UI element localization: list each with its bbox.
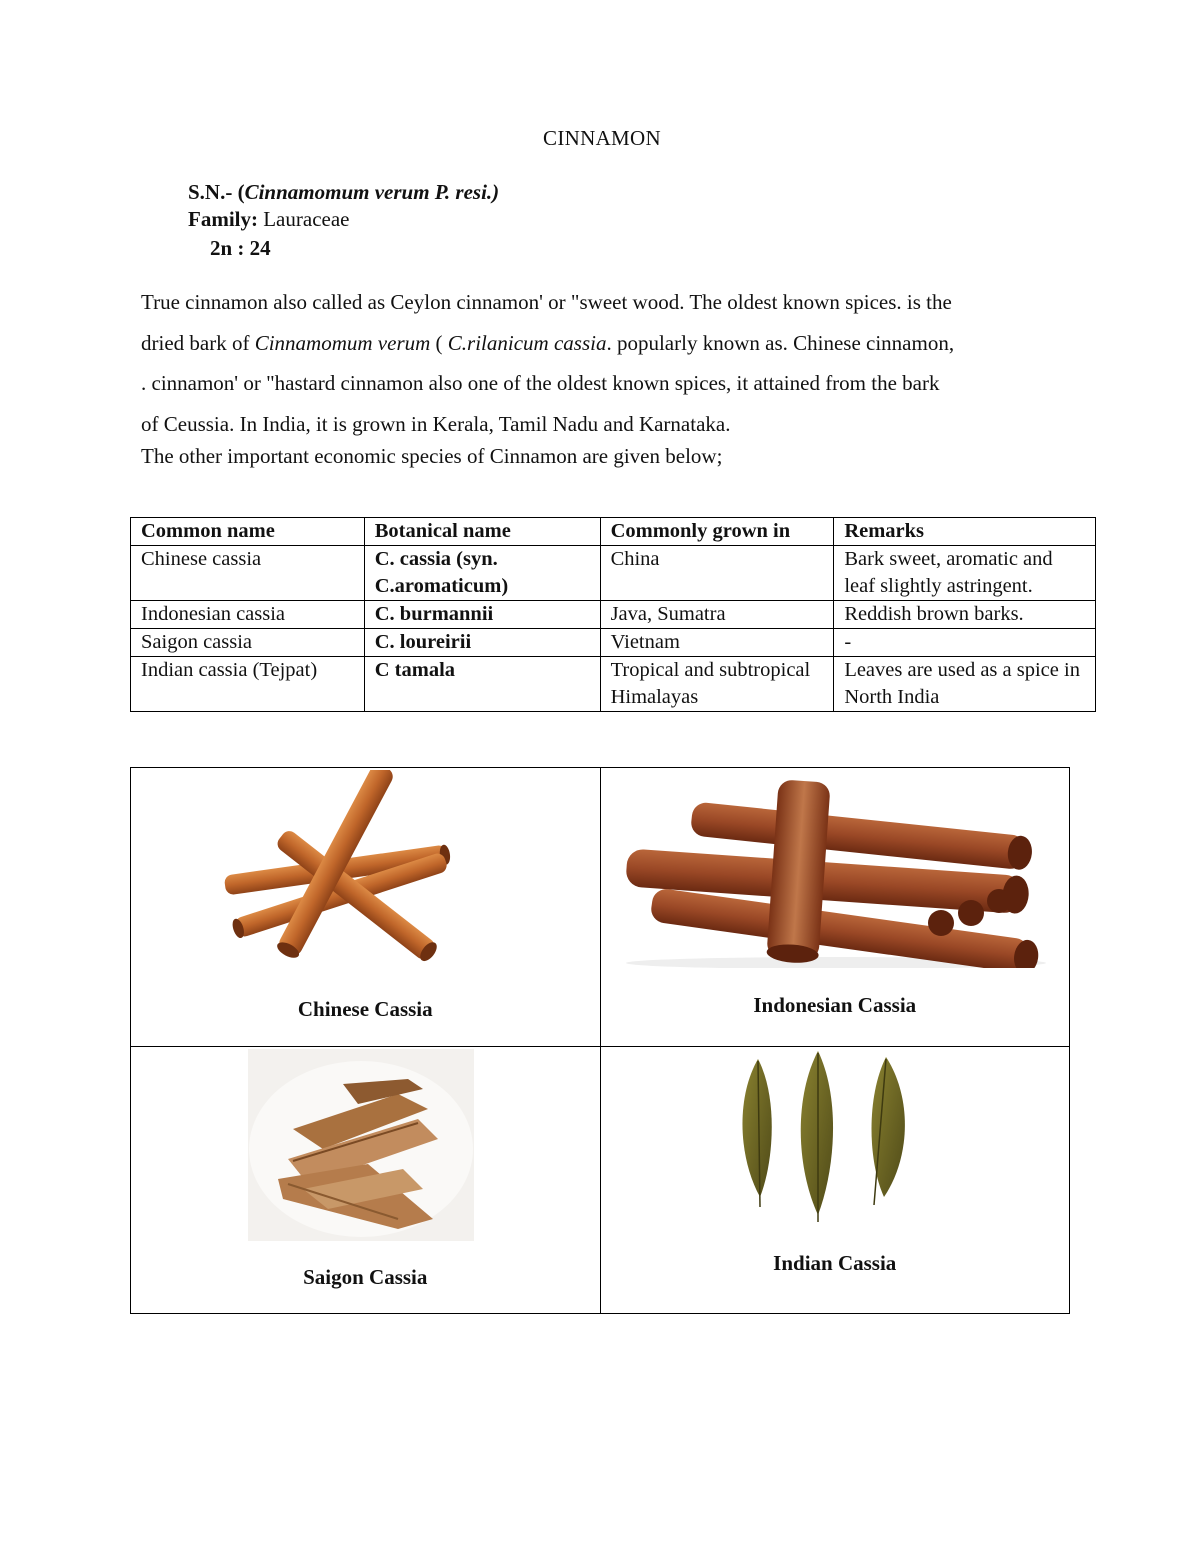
chinese-cassia-image bbox=[216, 770, 456, 970]
indonesian-cassia-image bbox=[611, 773, 1061, 968]
header-grown-in: Commonly grown in bbox=[600, 518, 834, 546]
cell-grown-in: China bbox=[600, 546, 834, 601]
family-line bbox=[188, 207, 349, 232]
caption-indonesian-cassia: Indonesian Cassia bbox=[753, 993, 917, 1017]
para-text: . popularly known as. Chinese cinnamon, bbox=[606, 330, 955, 355]
gallery-cell-saigon-cassia bbox=[131, 1047, 601, 1314]
header-remarks: Remarks bbox=[834, 518, 1096, 546]
cell-grown-in: Java, Sumatra bbox=[600, 601, 834, 629]
cell-remarks: Reddish brown barks. bbox=[834, 601, 1096, 629]
cell-common-name: Chinese cassia bbox=[131, 546, 365, 601]
sn-name: Cinnamomum verum P. resi.) bbox=[244, 180, 500, 204]
cell-botanical-name: C. loureirii bbox=[364, 629, 600, 657]
table-row bbox=[131, 657, 1096, 712]
page-title: CINNAMON bbox=[543, 126, 661, 150]
table-header-row bbox=[131, 518, 1096, 546]
cell-remarks: Leaves are used as a spice in North India bbox=[834, 657, 1096, 712]
para-line-2 bbox=[141, 323, 1101, 364]
para-line-1: True cinnamon also called as Ceylon cinnamon' or "sweet wood. The oldest known spices. is the bbox=[141, 290, 952, 314]
table-row bbox=[131, 601, 1096, 629]
para-line-4: of Ceussia. In India, it is grown in Kerala, Tamil Nadu and Karnataka. bbox=[141, 411, 731, 436]
caption-saigon-cassia: Saigon Cassia bbox=[303, 1265, 428, 1289]
caption-indian-cassia: Indian Cassia bbox=[773, 1251, 897, 1275]
caption-chinese-cassia: Chinese Cassia bbox=[297, 997, 433, 1021]
cell-botanical-name: C. cassia (syn. C.aromaticum) bbox=[364, 546, 600, 601]
cell-botanical-name: C. burmannii bbox=[364, 601, 600, 629]
cell-grown-in: Vietnam bbox=[600, 629, 834, 657]
chromosome-number: 2n : 24 bbox=[210, 236, 271, 260]
sn-label: S.N.- ( bbox=[188, 180, 245, 204]
header-botanical-name: Botanical name bbox=[364, 518, 600, 546]
family-label: Family: bbox=[188, 207, 258, 231]
species-table bbox=[130, 517, 1096, 712]
intro-paragraph bbox=[141, 282, 1101, 444]
cell-remarks: - bbox=[834, 629, 1096, 657]
table-row bbox=[131, 546, 1096, 601]
table-row bbox=[131, 629, 1096, 657]
scientific-name bbox=[188, 180, 499, 205]
image-gallery bbox=[130, 767, 1070, 1314]
para-text: ( bbox=[430, 330, 448, 355]
para-text: dried bark of bbox=[141, 330, 255, 355]
indian-cassia-image bbox=[726, 1047, 946, 1227]
para-italic: C.rilanicum cassia bbox=[447, 330, 607, 355]
cell-botanical-name: C tamala bbox=[364, 657, 600, 712]
gallery-cell-indian-cassia bbox=[600, 1047, 1070, 1314]
cell-common-name: Indian cassia (Tejpat) bbox=[131, 657, 365, 712]
cell-common-name: Saigon cassia bbox=[131, 629, 365, 657]
table-intro: The other important economic species of Cinnamon are given below; bbox=[141, 444, 723, 468]
cell-remarks: Bark sweet, aromatic and leaf slightly astringent. bbox=[834, 546, 1096, 601]
saigon-cassia-image bbox=[248, 1049, 474, 1241]
cell-grown-in: Tropical and subtropical Himalayas bbox=[600, 657, 834, 712]
gallery-cell-chinese-cassia bbox=[131, 768, 601, 1047]
cell-common-name: Indonesian cassia bbox=[131, 601, 365, 629]
family-value: Lauraceae bbox=[257, 207, 350, 231]
para-italic: Cinnamomum verum bbox=[254, 330, 431, 355]
gallery-cell-indonesian-cassia bbox=[600, 768, 1070, 1047]
para-line-3: . cinnamon' or "hastard cinnamon also one of the oldest known spices, it attained from the bark bbox=[141, 371, 940, 395]
header-common-name: Common name bbox=[131, 518, 365, 546]
